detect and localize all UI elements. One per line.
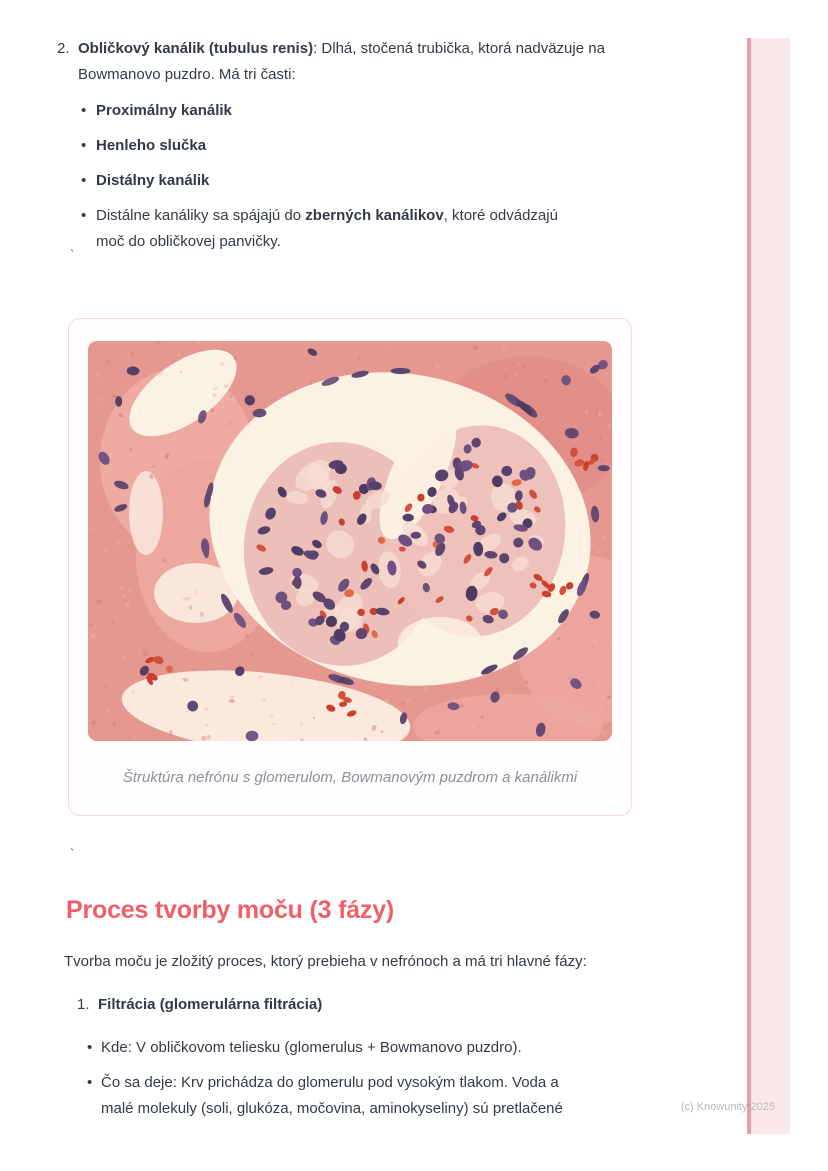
- list-number: 2.: [57, 40, 70, 57]
- list-item: [87, 1035, 677, 1061]
- bullet-text: Henleho slučka: [96, 137, 207, 154]
- bullet-dot: •: [81, 207, 87, 224]
- bullet-text-pre: Distálne kanáliky sa spájajú do: [96, 207, 306, 224]
- stray-backtick: `: [70, 846, 75, 861]
- list-item: [81, 203, 613, 255]
- page-edge-highlight-bar: [747, 38, 790, 1134]
- tubule-bullet-list: [81, 98, 613, 255]
- figure-card: [68, 318, 632, 816]
- figure-caption: Štruktúra nefrónu s glomerulom, Bowmanovým puzdrom a kanálikmi: [122, 769, 578, 786]
- highlight-bar-light-stripe: [751, 38, 790, 1134]
- bullet-text-bold: zberných kanálikov: [305, 207, 444, 224]
- bullet-text-post: , ktoré odvádzajú moč do obličkovej panvičky.: [96, 207, 558, 250]
- tubule-title-rest: : Dlhá, stočená trubička, ktorá nadväzuje na Bowmanovo puzdro. Má tri časti:: [78, 40, 605, 83]
- copyright-watermark: (c) Knowunity 2025: [680, 1101, 775, 1113]
- list-number: 1.: [77, 996, 90, 1013]
- list-item: [81, 98, 613, 124]
- bullet-dot: •: [81, 102, 87, 119]
- histology-image: [88, 341, 612, 741]
- list-item-text: Filtrácia (glomerulárna filtrácia): [98, 996, 323, 1013]
- tubule-title-bold: Obličkový kanálik (tubulus renis): [78, 40, 314, 57]
- bullet-dot: •: [81, 172, 87, 189]
- list-item: [81, 133, 613, 159]
- bullet-text: Čo sa deje: Krv prichádza do glomerulu pod vysokým tlakom. Voda a malé molekuly (soli, glukóza, močovina, aminokyseliny) sú pretlačené: [101, 1074, 563, 1117]
- list-item: [87, 1070, 677, 1122]
- bullet-text: [96, 203, 578, 255]
- stray-backtick: `: [70, 247, 75, 262]
- list-item-text: [78, 36, 613, 88]
- phases-bullet-list: [87, 1035, 677, 1122]
- section-intro: Tvorba moču je zložitý proces, ktorý prebieha v nefrónoch a má tri hlavné fázy:: [64, 953, 587, 970]
- list-item-tubule: [57, 36, 613, 264]
- list-item-filtracia: [77, 992, 677, 1131]
- bullet-text: Kde: V obličkovom teliesku (glomerulus + Bowmanovo puzdro).: [101, 1039, 522, 1056]
- bullet-dot: •: [87, 1039, 93, 1056]
- histology-svg: [88, 341, 612, 741]
- bullet-dot: •: [81, 137, 87, 154]
- bullet-text: Proximálny kanálik: [96, 102, 232, 119]
- bullet-dot: •: [87, 1074, 93, 1091]
- list-item: [81, 168, 613, 194]
- section-heading: Proces tvorby moču (3 fázy): [66, 896, 395, 924]
- bullet-text: Distálny kanálik: [96, 172, 210, 189]
